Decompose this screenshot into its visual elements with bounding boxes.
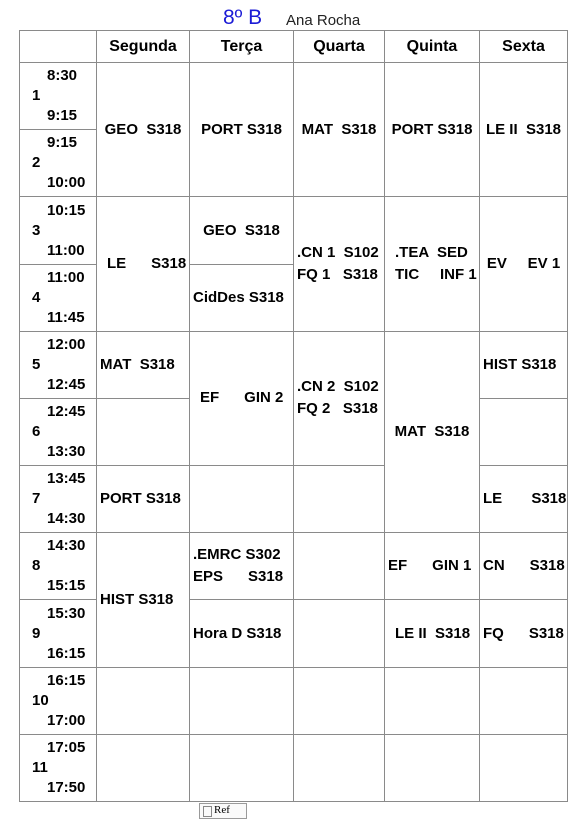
day-header: Quarta bbox=[294, 31, 385, 63]
time-slot bbox=[20, 466, 97, 533]
period-number: 2 bbox=[32, 154, 41, 172]
start-time: 14:30 bbox=[47, 537, 86, 555]
time-slot bbox=[20, 734, 97, 801]
lesson-cell: EV EV 1 bbox=[480, 197, 568, 331]
end-time: 15:15 bbox=[47, 577, 86, 595]
start-time: 12:45 bbox=[47, 403, 86, 421]
start-time: 16:15 bbox=[47, 671, 86, 689]
period-row bbox=[20, 466, 568, 533]
lesson-cell: MAT S318 bbox=[97, 331, 190, 398]
start-time: 10:15 bbox=[47, 201, 86, 219]
period-row bbox=[20, 533, 568, 600]
empty-cell bbox=[480, 734, 568, 801]
document-icon bbox=[203, 806, 212, 817]
time-slot bbox=[20, 533, 97, 600]
ref-link[interactable] bbox=[199, 803, 247, 819]
lesson-cell: PORT S318 bbox=[190, 63, 294, 197]
empty-cell bbox=[294, 667, 385, 734]
day-header: Sexta bbox=[480, 31, 568, 63]
period-number: 6 bbox=[32, 423, 41, 441]
corner-cell bbox=[20, 31, 97, 63]
empty-cell bbox=[97, 667, 190, 734]
class-name: 8º B bbox=[223, 6, 263, 29]
day-header: Quinta bbox=[385, 31, 480, 63]
period-row bbox=[20, 197, 568, 264]
empty-cell bbox=[97, 398, 190, 465]
lesson-cell: EF GIN 1 bbox=[385, 533, 480, 600]
end-time: 10:00 bbox=[47, 174, 86, 192]
lesson-cell: LE S318 bbox=[97, 197, 190, 331]
period-row bbox=[20, 63, 568, 130]
end-time: 14:30 bbox=[47, 510, 86, 528]
lesson-cell: PORT S318 bbox=[385, 63, 480, 197]
lesson-cell: LE II S318 bbox=[480, 63, 568, 197]
time-slot bbox=[20, 600, 97, 667]
lesson-cell: HIST S318 bbox=[480, 331, 568, 398]
empty-cell bbox=[294, 600, 385, 667]
lesson-cell: MAT S318 bbox=[385, 331, 480, 533]
teacher-name: Ana Rocha bbox=[286, 12, 361, 29]
empty-cell bbox=[190, 466, 294, 533]
period-number: 9 bbox=[32, 624, 41, 642]
lesson-cell: .CN 2 S102 FQ 2 S318 bbox=[294, 331, 385, 465]
time-slot bbox=[20, 63, 97, 130]
period-row bbox=[20, 331, 568, 398]
lesson-cell: LE II S318 bbox=[385, 600, 480, 667]
lesson-cell: PORT S318 bbox=[97, 466, 190, 533]
lesson-cell: Hora D S318 bbox=[190, 600, 294, 667]
period-number: 7 bbox=[32, 490, 41, 508]
period-number: 4 bbox=[32, 288, 41, 306]
empty-cell bbox=[480, 667, 568, 734]
lesson-cell: GEO S318 bbox=[97, 63, 190, 197]
lesson-cell: GEO S318 bbox=[190, 197, 294, 264]
timetable bbox=[19, 30, 568, 802]
end-time: 17:50 bbox=[47, 778, 86, 796]
empty-cell bbox=[97, 734, 190, 801]
time-slot bbox=[20, 667, 97, 734]
time-slot bbox=[20, 197, 97, 264]
empty-cell bbox=[294, 533, 385, 600]
empty-cell bbox=[385, 667, 480, 734]
period-number: 1 bbox=[32, 87, 41, 105]
end-time: 12:45 bbox=[47, 375, 86, 393]
period-number: 5 bbox=[32, 355, 41, 373]
period-number: 10 bbox=[32, 691, 49, 709]
ref-label: Ref bbox=[214, 804, 230, 816]
period-number: 3 bbox=[32, 221, 41, 239]
empty-cell bbox=[385, 734, 480, 801]
empty-cell bbox=[294, 466, 385, 533]
end-time: 11:45 bbox=[47, 308, 85, 326]
period-number: 8 bbox=[32, 557, 41, 575]
end-time: 16:15 bbox=[47, 644, 86, 662]
empty-cell bbox=[480, 398, 568, 465]
lesson-cell: .CN 1 S102 FQ 1 S318 bbox=[294, 197, 385, 331]
header-row bbox=[20, 31, 568, 63]
lesson-cell: CidDes S318 bbox=[190, 264, 294, 331]
start-time: 8:30 bbox=[47, 67, 78, 85]
end-time: 17:00 bbox=[47, 711, 86, 729]
day-header: Terça bbox=[190, 31, 294, 63]
lesson-cell: EF GIN 2 bbox=[190, 331, 294, 465]
lesson-cell: FQ S318 bbox=[480, 600, 568, 667]
start-time: 13:45 bbox=[47, 470, 86, 488]
empty-cell bbox=[190, 734, 294, 801]
period-row bbox=[20, 667, 568, 734]
time-slot bbox=[20, 130, 97, 197]
end-time: 13:30 bbox=[47, 443, 86, 461]
lesson-cell: LE S318 bbox=[480, 466, 568, 533]
start-time: 11:00 bbox=[47, 268, 85, 286]
time-slot bbox=[20, 264, 97, 331]
day-header: Segunda bbox=[97, 31, 190, 63]
lesson-cell: .TEA SED TIC INF 1 bbox=[385, 197, 480, 331]
lesson-cell: MAT S318 bbox=[294, 63, 385, 197]
start-time: 9:15 bbox=[47, 134, 78, 152]
lesson-cell: .EMRC S302 EPS S318 bbox=[190, 533, 294, 600]
time-slot bbox=[20, 331, 97, 398]
schedule-header bbox=[0, 4, 585, 30]
lesson-cell: HIST S318 bbox=[97, 533, 190, 667]
start-time: 12:00 bbox=[47, 335, 86, 353]
start-time: 17:05 bbox=[47, 738, 86, 756]
period-row bbox=[20, 734, 568, 801]
end-time: 11:00 bbox=[47, 241, 85, 259]
time-slot bbox=[20, 398, 97, 465]
end-time: 9:15 bbox=[47, 107, 78, 125]
start-time: 15:30 bbox=[47, 604, 86, 622]
lesson-cell: CN S318 bbox=[480, 533, 568, 600]
period-number: 11 bbox=[32, 758, 48, 776]
empty-cell bbox=[190, 667, 294, 734]
empty-cell bbox=[294, 734, 385, 801]
